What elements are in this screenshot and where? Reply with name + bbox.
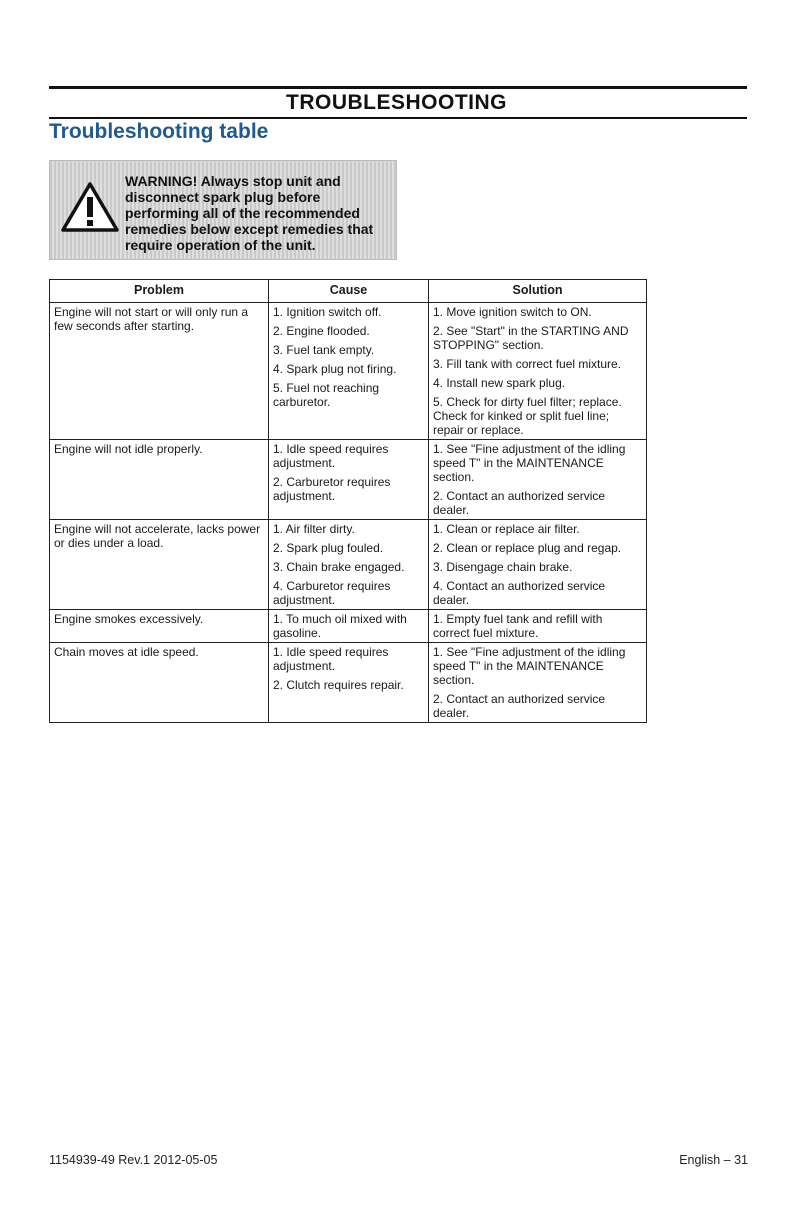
solution-item: 2. Contact an authorized service dealer. bbox=[433, 692, 606, 720]
troubleshooting-table bbox=[49, 279, 647, 723]
warning-triangle-icon bbox=[60, 181, 120, 233]
solution-cell bbox=[429, 440, 647, 520]
column-header-cause: Cause bbox=[269, 280, 429, 303]
problem-cell: Engine will not accelerate, lacks power or dies under a load. bbox=[50, 520, 269, 610]
cause-item: 2. Engine flooded. bbox=[273, 324, 370, 338]
page-number: English – 31 bbox=[679, 1153, 748, 1167]
solution-item: 2. Contact an authorized service dealer. bbox=[433, 489, 606, 517]
cause-item: 1. Ignition switch off. bbox=[273, 305, 382, 319]
solution-cell bbox=[429, 303, 647, 440]
cause-cell bbox=[269, 440, 429, 520]
solution-item: 4. Contact an authorized service dealer. bbox=[433, 579, 606, 607]
header-rule-top bbox=[49, 86, 747, 89]
solution-cell bbox=[429, 610, 647, 643]
cause-item: 5. Fuel not reaching carburetor. bbox=[273, 381, 380, 409]
solution-item: 3. Disengage chain brake. bbox=[433, 560, 573, 574]
table-row bbox=[50, 440, 647, 520]
cause-item: 2. Clutch requires repair. bbox=[273, 678, 404, 692]
solution-item: 1. Empty fuel tank and refill with correct fuel mixture. bbox=[433, 612, 603, 640]
solution-item: 1. Clean or replace air filter. bbox=[433, 522, 580, 536]
solution-cell bbox=[429, 643, 647, 723]
problem-cell: Engine will not idle properly. bbox=[50, 440, 269, 520]
solution-item: 4. Install new spark plug. bbox=[433, 376, 566, 390]
solution-item: 3. Fill tank with correct fuel mixture. bbox=[433, 357, 622, 371]
problem-cell: Engine will not start or will only run a few seconds after starting. bbox=[50, 303, 269, 440]
warning-text: WARNING! Always stop unit and disconnect spark plug before performing all of the recommended remedies below except remedies that require operation of the unit. bbox=[125, 173, 374, 253]
table-row bbox=[50, 643, 647, 723]
problem-cell: Chain moves at idle speed. bbox=[50, 643, 269, 723]
cause-item: 3. Fuel tank empty. bbox=[273, 343, 375, 357]
solution-item: 1. See "Fine adjustment of the idling speed T" in the MAINTENANCE section. bbox=[433, 645, 626, 687]
cause-cell bbox=[269, 303, 429, 440]
cause-cell bbox=[269, 520, 429, 610]
solution-item: 2. See "Start" in the STARTING AND STOPPING" section. bbox=[433, 324, 629, 352]
cause-item: 1. Idle speed requires adjustment. bbox=[273, 442, 389, 470]
warning-box bbox=[49, 160, 397, 260]
solution-cell bbox=[429, 520, 647, 610]
problem-cell: Engine smokes excessively. bbox=[50, 610, 269, 643]
table-row bbox=[50, 520, 647, 610]
cause-item: 1. To much oil mixed with gasoline. bbox=[273, 612, 407, 640]
cause-cell bbox=[269, 610, 429, 643]
table-body bbox=[50, 303, 647, 723]
solution-item: 1. Move ignition switch to ON. bbox=[433, 305, 592, 319]
solution-item: 2. Clean or replace plug and regap. bbox=[433, 541, 622, 555]
table-row bbox=[50, 303, 647, 440]
cause-item: 2. Carburetor requires adjustment. bbox=[273, 475, 391, 503]
column-header-problem: Problem bbox=[50, 280, 269, 303]
document-id: 1154939-49 Rev.1 2012-05-05 bbox=[49, 1153, 218, 1167]
table-row bbox=[50, 610, 647, 643]
cause-cell bbox=[269, 643, 429, 723]
cause-item: 2. Spark plug fouled. bbox=[273, 541, 384, 555]
cause-item: 4. Spark plug not firing. bbox=[273, 362, 397, 376]
table-header-row bbox=[50, 280, 647, 303]
section-title: Troubleshooting table bbox=[49, 120, 269, 143]
solution-item: 1. See "Fine adjustment of the idling speed T" in the MAINTENANCE section. bbox=[433, 442, 626, 484]
solution-item: 5. Check for dirty fuel filter; replace. Check for kinked or split fuel line; repair or replace. bbox=[433, 395, 622, 437]
page-header-title: TROUBLESHOOTING bbox=[286, 91, 507, 114]
cause-item: 1. Air filter dirty. bbox=[273, 522, 355, 536]
column-header-solution: Solution bbox=[429, 280, 647, 303]
cause-item: 4. Carburetor requires adjustment. bbox=[273, 579, 391, 607]
cause-item: 3. Chain brake engaged. bbox=[273, 560, 405, 574]
cause-item: 1. Idle speed requires adjustment. bbox=[273, 645, 389, 673]
